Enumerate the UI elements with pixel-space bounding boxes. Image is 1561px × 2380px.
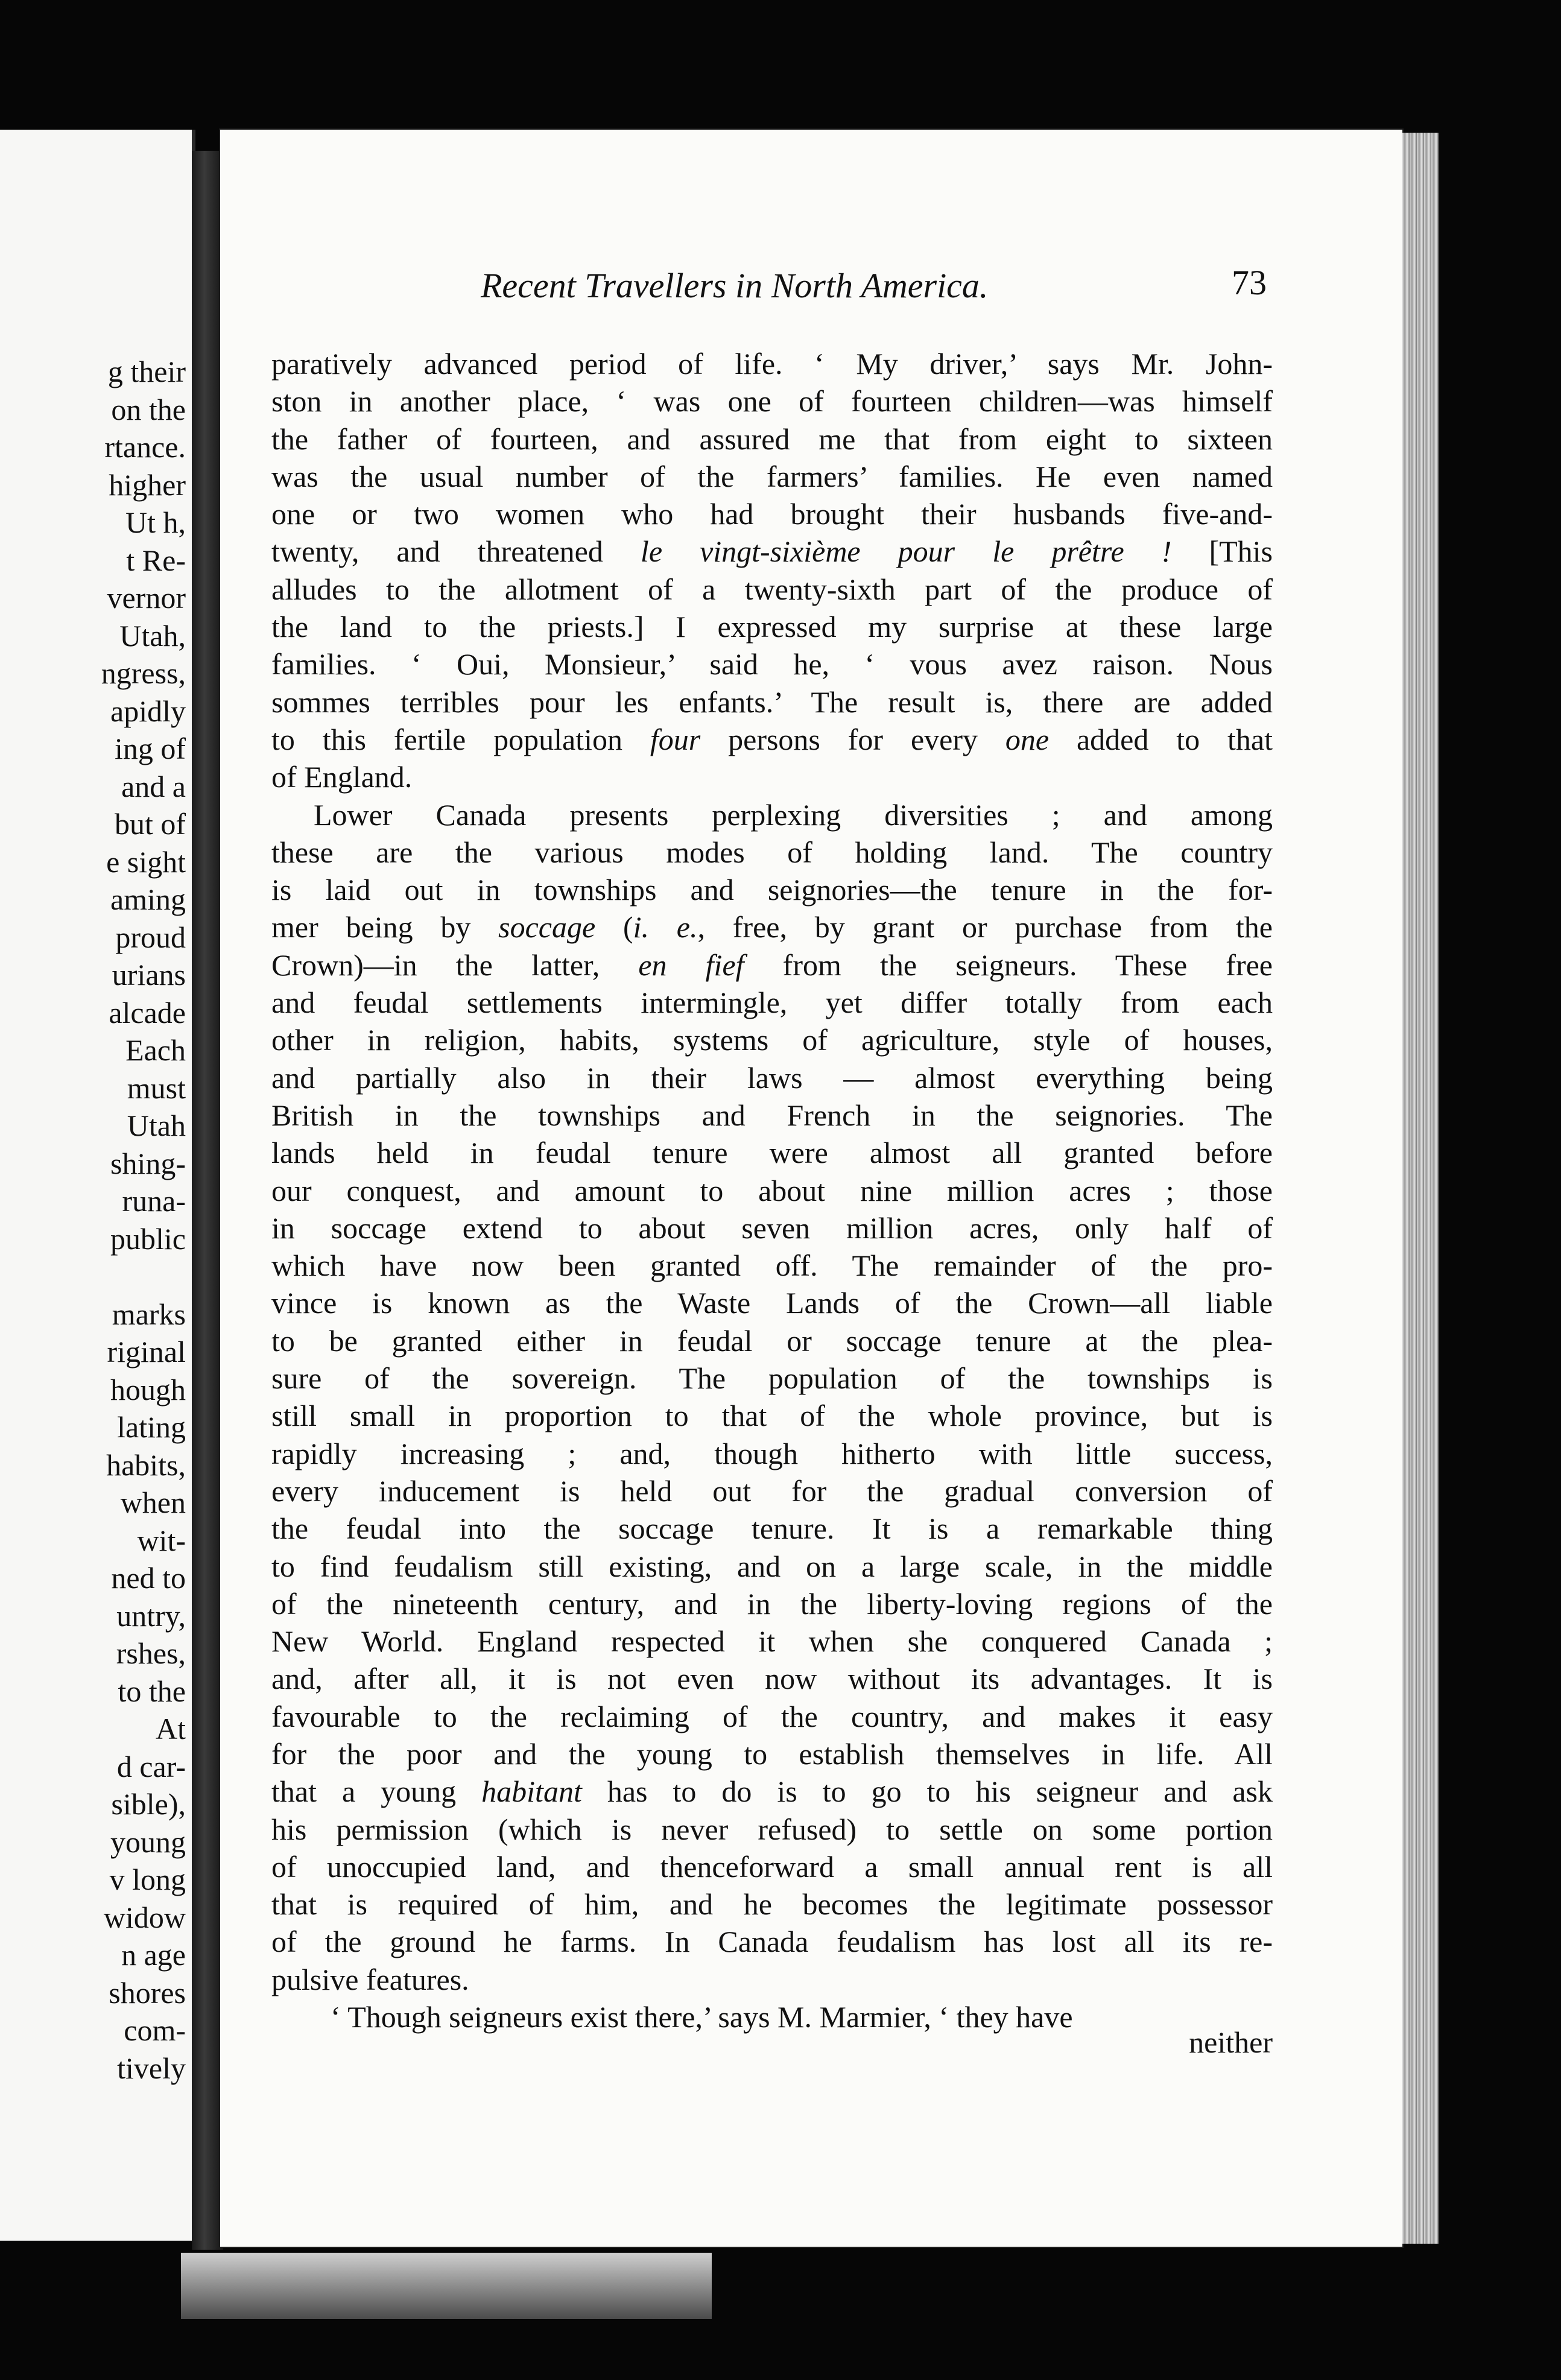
text-line: is laid out in townships and seignories—the tenure in the for- <box>271 873 1273 907</box>
text-line: and feudal settlements intermingle, yet differ totally from each <box>271 986 1273 1020</box>
left-page-line: and a <box>121 769 186 803</box>
left-page-line: runa- <box>122 1184 186 1218</box>
text-line: ston in another place, ‘ was one of fourteen children—was himself <box>271 384 1273 419</box>
italic-phrase: i. e. <box>633 910 698 945</box>
text-line: pulsive features. <box>271 1962 469 1996</box>
text-run: mer being by <box>271 910 499 945</box>
text-line: to find feudalism still existing, and on a large scale, in the middle <box>271 1549 1273 1583</box>
left-page-line: sible), <box>111 1787 186 1821</box>
body-text <box>271 345 1273 2036</box>
left-page-line: shores <box>109 1975 186 2010</box>
left-page-line: lating <box>117 1410 186 1444</box>
left-page-line: alcade <box>109 995 186 1030</box>
text-line: still small in proportion to that of the whole province, but is <box>271 1399 1273 1433</box>
left-page-line: tively <box>117 2051 186 2085</box>
left-page-line: t Re- <box>126 543 186 577</box>
left-page-line: on the <box>111 392 186 426</box>
book-gutter <box>192 151 223 2250</box>
left-page-line: g their <box>107 355 186 388</box>
text-line <box>271 946 1273 984</box>
left-page-line: shing- <box>110 1146 186 1180</box>
text-run: from the seigneurs. These free <box>744 948 1273 982</box>
text-line: rapidly increasing ; and, though hitherto with little success, <box>271 1436 1273 1470</box>
left-page-line: v long <box>109 1863 186 1896</box>
text-line: of the nineteenth century, and in the liberty-loving regions of the <box>271 1586 1273 1621</box>
left-page-line: public <box>110 1221 186 1256</box>
left-page-line: but of <box>114 807 186 841</box>
bottom-page-shadow <box>181 2253 712 2319</box>
left-page-line: to the <box>118 1674 186 1708</box>
left-page-line: com- <box>124 2013 186 2047</box>
left-page-line <box>101 1258 186 1296</box>
text-line: that is required of him, and he becomes the legitimate possessor <box>271 1887 1273 1922</box>
left-page-line: Ut h, <box>125 505 186 539</box>
page-edges <box>1402 133 1439 2244</box>
italic-phrase: one <box>1005 722 1050 756</box>
text-run: ( <box>595 910 633 945</box>
catchword: neither <box>1189 2025 1273 2059</box>
left-page-line: Utah, <box>119 618 186 653</box>
text-line: sure of the sovereign. The population of the townships is <box>271 1361 1273 1396</box>
text-run: persons for every <box>700 722 1005 756</box>
left-page-line: At <box>156 1712 186 1745</box>
text-line <box>271 721 1273 758</box>
page-number: 73 <box>1232 263 1267 302</box>
text-line: the land to the priests.] I expressed my surprise at these large <box>271 610 1273 644</box>
text-line <box>271 533 1273 570</box>
text-run: added to that <box>1049 722 1273 756</box>
left-page-line: ing of <box>114 732 186 765</box>
left-page-line: when <box>120 1486 186 1519</box>
left-page-text-fragments <box>101 353 186 2087</box>
left-page-line: ned to <box>111 1561 186 1595</box>
text-run: Crown)—in the latter, <box>271 948 639 982</box>
left-page-line: riginal <box>107 1335 186 1369</box>
text-run: twenty, and threatened <box>271 534 641 569</box>
text-line: vince is known as the Waste Lands of the Crown—all liable <box>271 1286 1273 1320</box>
left-page-line: habits, <box>106 1448 186 1482</box>
text-line: sommes terribles pour les enfants.’ The result is, there are added <box>271 685 1273 719</box>
italic-phrase: habitant <box>481 1774 582 1809</box>
text-line: for the poor and the young to establish themselves in life. All <box>271 1736 1273 1771</box>
left-page-line: hough <box>110 1372 186 1407</box>
left-page-line: Utah <box>127 1109 186 1142</box>
text-line: of England. <box>271 760 413 794</box>
italic-phrase: le vingt-sixième pour le prêtre ! <box>640 534 1172 569</box>
text-line: these are the various modes of holding land. The country <box>271 835 1273 869</box>
text-line: families. ‘ Oui, Monsieur,’ said he, ‘ vous avez raison. Nous <box>271 647 1273 682</box>
left-page-line: d car- <box>116 1749 186 1783</box>
italic-phrase: soccage <box>498 910 596 945</box>
italic-phrase: en fief <box>638 948 744 982</box>
text-line: to be granted either in feudal or soccage tenure at the plea- <box>271 1323 1273 1358</box>
text-line <box>271 908 1273 946</box>
text-line: his permission (which is never refused) to settle on some portion <box>271 1812 1273 1846</box>
left-page-line: widow <box>103 1900 186 1934</box>
left-page-line: e sight <box>106 844 186 879</box>
text-line: New World. England respected it when she conquered Canada ; <box>271 1624 1273 1659</box>
text-run: that a young <box>271 1774 482 1809</box>
text-run: , free, by grant or purchase from the <box>697 910 1273 945</box>
left-page-line: higher <box>109 467 186 502</box>
text-line: alludes to the allotment of a twenty-sixth part of the produce of <box>271 572 1273 606</box>
left-page-line: rtance. <box>104 430 186 464</box>
text-line: every inducement is held out for the gradual conversion of <box>271 1473 1273 1508</box>
left-page-line: young <box>110 1825 186 1859</box>
left-page-line: rshes, <box>116 1636 186 1670</box>
text-line: other in religion, habits, systems of agriculture, style of houses, <box>271 1023 1273 1057</box>
text-line: and partially also in their laws — almost everything being <box>271 1060 1273 1095</box>
text-line <box>271 1773 1273 1810</box>
left-page-line: ngress, <box>101 656 186 690</box>
text-run: to this fertile population <box>271 722 650 756</box>
text-line: favourable to the reclaiming of the country, and makes it easy <box>271 1699 1273 1733</box>
left-page-line: Each <box>125 1033 186 1067</box>
text-line: the father of fourteen, and assured me that from eight to sixteen <box>271 422 1273 456</box>
text-run: has to do is to go to his seigneur and ask <box>581 1774 1273 1809</box>
left-page-line: n age <box>121 1938 186 1972</box>
text-line: our conquest, and amount to about nine million acres ; those <box>271 1173 1273 1207</box>
left-facing-page <box>0 130 195 2241</box>
left-page-line: vernor <box>107 581 186 615</box>
left-page-line: proud <box>115 920 186 954</box>
italic-phrase: four <box>650 722 701 756</box>
text-line: of unoccupied land, and thenceforward a small annual rent is all <box>271 1849 1273 1884</box>
text-line: British in the townships and French in the seignories. The <box>271 1098 1273 1132</box>
running-head: Recent Travellers in North America. <box>481 266 989 305</box>
text-line: ‘ Though seigneurs exist there,’ says M. Marmier, ‘ they have <box>331 2000 1073 2034</box>
left-page-line: urians <box>112 958 186 992</box>
text-line: was the usual number of the farmers’ families. He even named <box>271 459 1273 493</box>
text-line: in soccage extend to about seven million acres, only half of <box>271 1211 1273 1245</box>
left-page-line: wit- <box>137 1523 186 1557</box>
left-page-line: marks <box>112 1297 186 1331</box>
text-line: the feudal into the soccage tenure. It is a remarkable thing <box>271 1511 1273 1546</box>
text-line: one or two women who had brought their husbands five-and- <box>271 497 1273 531</box>
left-page-line: must <box>127 1071 186 1105</box>
text-line: of the ground he farms. In Canada feudalism has lost all its re- <box>271 1925 1273 1959</box>
text-line: which have now been granted off. The remainder of the pro- <box>271 1249 1273 1283</box>
text-line: and, after all, it is not even now without its advantages. It is <box>271 1662 1273 1696</box>
text-line: Lower Canada presents perplexing diversities ; and among <box>314 797 1273 832</box>
left-page-line: aming <box>110 882 186 916</box>
left-page-line: untry, <box>116 1598 186 1633</box>
text-line: lands held in feudal tenure were almost all granted before <box>271 1136 1273 1170</box>
text-line: paratively advanced period of life. ‘ My driver,’ says Mr. John- <box>271 347 1273 381</box>
left-page-line: apidly <box>110 694 186 728</box>
text-run: [This <box>1171 534 1273 569</box>
